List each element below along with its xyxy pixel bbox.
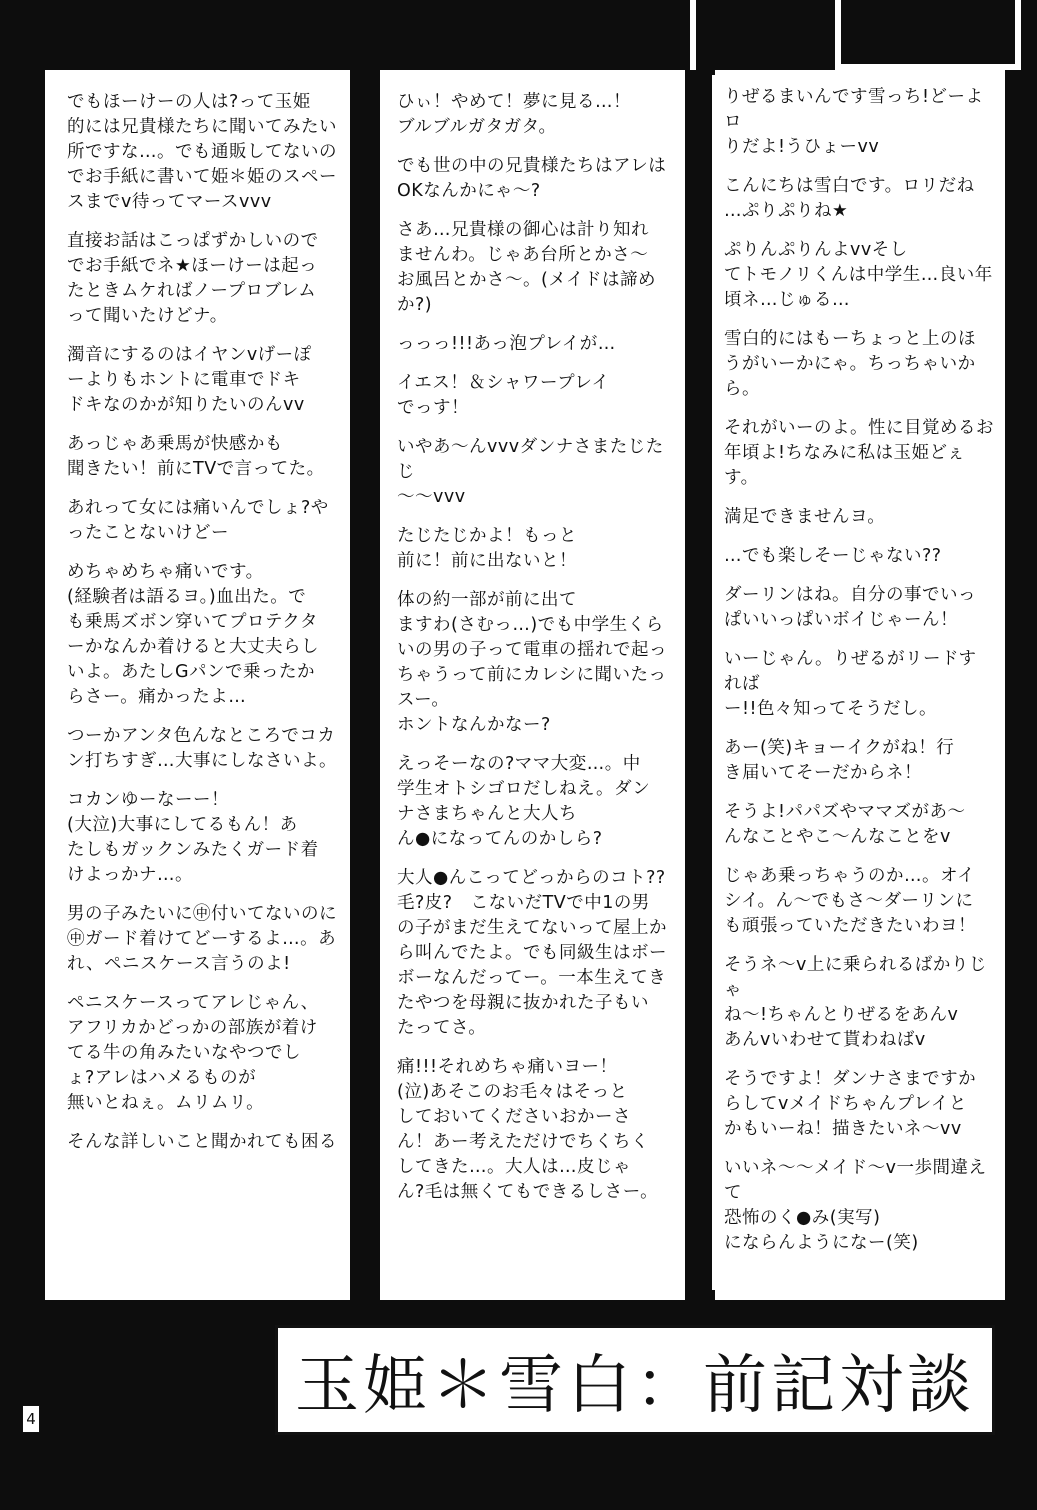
column-gutter-right bbox=[685, 70, 715, 1300]
dialogue-paragraph: 満足できませんヨ。 bbox=[724, 507, 886, 527]
dialogue-paragraph: 雪白的にはもーちょっと上のほ うがいーかにゃ。ちっちゃいから。 bbox=[724, 329, 976, 399]
dialogue-paragraph: ダーリンはね。自分の事でいっ ぱいいっぱいボイじゃーん！ bbox=[724, 585, 976, 630]
dialogue-paragraph: そうですよ！ダンナさまですか らしてvメイドちゃんプレイと かもいーね！描きたいネ～vv bbox=[724, 1069, 977, 1139]
black-background-bottom bbox=[0, 1440, 1037, 1510]
dialogue-paragraph: でも世の中の兄貴様たちはアレは OKなんかにゃ～? bbox=[397, 156, 667, 201]
dialogue-paragraph: でもほーけーの人は?って玉姫 的には兄貴様たちに聞いてみたい 所ですな…。でも通販してないの でお手紙に書いて姫＊姫のスペー スまでv待ってマースvvv bbox=[67, 92, 337, 212]
dialogue-paragraph: たじたじかよ！もっと 前に！前に出ないと！ bbox=[397, 526, 577, 571]
dialogue-paragraph: イエス！＆シャワープレイ でっす！ bbox=[397, 373, 610, 418]
title-banner bbox=[275, 1325, 995, 1435]
dialogue-paragraph: こんにちは雪白です。ロリだね …ぷりぷりね★ bbox=[724, 176, 975, 221]
dialogue-paragraph: ペニスケースってアレじゃん、 アフリカかどっかの部族が着け てる牛の角みたいなやつでし ょ?アレはハメるものが 無いとねぇ。ムリムリ。 bbox=[67, 993, 319, 1113]
dialogue-paragraph: いーじゃん。りぜるがリードすれば ー!!色々知ってそうだし。 bbox=[724, 649, 977, 719]
deco-stripe bbox=[1015, 0, 1021, 70]
dialogue-paragraph: 男の子みたいに㊥付いてないのに ㊥ガード着けてどーするよ…。あ れ、ペニスケース言うのよ! bbox=[67, 904, 337, 974]
dialogue-paragraph: 直接お話はこっぱずかしいので でお手紙でネ★ほーけーは起っ たときムケればノープロブレム って聞いたけどナ。 bbox=[67, 231, 319, 326]
dialogue-paragraph: …でも楽しそーじゃない?? bbox=[724, 546, 942, 566]
dialogue-paragraph: ぷりんぷりんよvvそし てトモノリくんは中学生…良い年 頃ネ…じゅる… bbox=[724, 240, 993, 310]
page-number: 4 bbox=[22, 1405, 40, 1433]
dialogue-paragraph: そんな詳しいこと聞かれても困る bbox=[67, 1132, 337, 1152]
dialogue-paragraph: 痛!!!それめちゃ痛いヨー！ (泣)あそこのお毛々はそっと しておいてくださいおかーさ ん！あー考えただけでちくちく してきた…。大人は…皮じゃ ん?毛は無くてもできるしさー。 bbox=[397, 1057, 659, 1202]
dialogue-paragraph: コカンゆーなーー！ (大泣)大事にしてるもん！あ たしもガックンみたくガード着 けよっかナ…。 bbox=[67, 790, 319, 885]
dialogue-column-right bbox=[712, 75, 1004, 1290]
dialogue-paragraph: 濁音にするのはイヤンvげーぽ ーよりもホントに電車でドキ ドキなのかが知りたいのんvv bbox=[67, 345, 312, 415]
dialogue-column-middle bbox=[385, 80, 681, 1295]
dialogue-paragraph: あっじゃあ乗馬が快感かも 聞きたい！前にTVで言ってた。 bbox=[67, 434, 325, 479]
dialogue-paragraph: それがいーのよ。性に目覚めるお 年頃よ!ちなみに私は玉姫どぇす。 bbox=[724, 418, 994, 488]
black-background-right bbox=[1005, 0, 1037, 1510]
dialogue-paragraph: そうよ!パパズやママズがあ～ んなことやこ～んなことをv bbox=[724, 802, 966, 847]
deco-stripe bbox=[835, 0, 841, 70]
dialogue-column-left bbox=[55, 80, 347, 1295]
dialogue-paragraph: あれって女には痛いんでしょ?や ったことないけどー bbox=[67, 498, 329, 543]
dialogue-paragraph: 大人●んこってどっからのコト?? 毛?皮? こないだTVで中1の男 の子がまだ生えてないって屋上か ら叫んでたよ。でも同級生はボー ボーなんだってー。一本生えてき たやつを母親に抜かれた子もい たってさ。 bbox=[397, 868, 667, 1038]
dialogue-paragraph: つーかアンタ色んなところでコカ ン打ちすぎ…大事にしなさいよ。 bbox=[67, 726, 337, 771]
dialogue-paragraph: さあ…兄貴様の御心は計り知れ ませんわ。じゃあ台所とかさ～ お風呂とかさ～。(メイドは諦め か?) bbox=[397, 220, 656, 315]
dialogue-paragraph: えっそーなの?ママ大変…。中 学生オトシゴロだしねえ。ダン ナさまちゃんと大人ち ん●になってんのかしら? bbox=[397, 754, 651, 849]
deco-stripe bbox=[690, 0, 696, 70]
dialogue-paragraph: いいネ～～メイド～v一歩間違えて 恐怖のく●み(実写) にならんようになー(笑) bbox=[724, 1158, 987, 1253]
black-background-top bbox=[0, 0, 1037, 70]
dialogue-paragraph: あー(笑)キョーイクがね！行 き届いてそーだからネ！ bbox=[724, 738, 955, 783]
dialogue-paragraph: っっっ!!!あっ泡プレイが… bbox=[397, 334, 616, 354]
black-background-left bbox=[0, 0, 45, 1510]
dialogue-paragraph: めちゃめちゃ痛いです。 (経験者は語るヨ。)血出た。で も乗馬ズボン穿いてプロテクタ ーかなんか着けると大丈夫らし いよ。あたしGパンで乗ったか らさー。痛かったよ… bbox=[67, 562, 319, 707]
dialogue-paragraph: そうネ～v上に乗られるばかりじゃ ね～!ちゃんとりぜるをあんv あんvいわせて貰わねばv bbox=[724, 955, 987, 1050]
page-title: 玉姫＊雪白：前記対談 bbox=[295, 1349, 975, 1423]
dialogue-paragraph: 体の約一部が前に出て ますわ(さむっ…)でも中学生くら いの男の子って電車の揺れで起っ ちゃうって前にカレシに聞いたっスー。 ホントなんかなー? bbox=[397, 590, 667, 735]
dialogue-paragraph: いやあ～んvvvダンナさまたじたじ ～～vvv bbox=[397, 437, 664, 507]
dialogue-paragraph: りぜるまいんです雪っち!どーよロ りだよ!うひょーvv bbox=[724, 87, 984, 157]
deco-stripe bbox=[835, 64, 1015, 70]
dialogue-paragraph: ひぃ！やめて！夢に見る…！ ブルブルガタガタ。 bbox=[397, 92, 631, 137]
column-gutter-left bbox=[350, 70, 380, 1300]
dialogue-paragraph: じゃあ乗っちゃうのか…。オイ シイ。ん～でもさ～ダーリンに も頑張っていただきたいわヨ！ bbox=[724, 866, 976, 936]
